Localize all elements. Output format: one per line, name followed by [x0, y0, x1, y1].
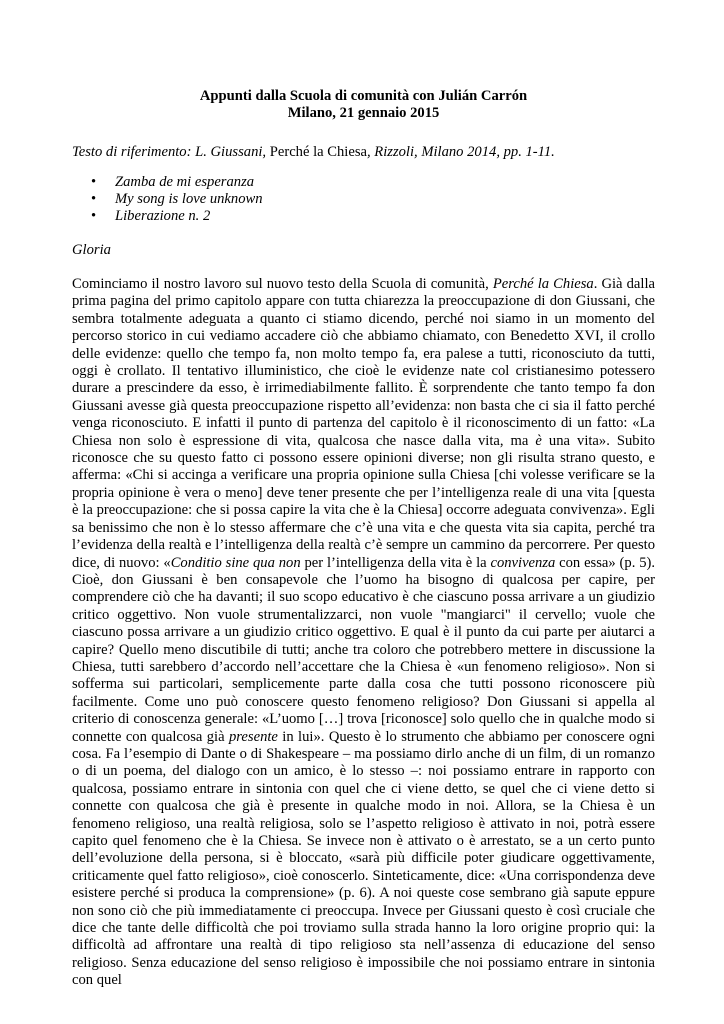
song-title: Liberazione n. 2	[115, 208, 211, 224]
paragraph-segment: in lui». Questo è lo strumento che abbiamo per conoscere ogni cosa. Fa l’esempio di Dante o di Shakespeare – ma possiamo dirlo anche di un film, di un romanzo o di un poema, del dialogo con un amico, è lo stesso –: noi possiamo entrare in rapporto con qualcosa, possiamo entrare in sintonia con quel che ci viene detto, se quel che ci viene detto si connette con qualcosa che già è presente in qualche modo in noi. Allora, se la Chiesa è un fenomeno religioso, una realtà religiosa, solo se l’aspetto religioso è attivato in noi, potrà essere capito quel fenomeno che è la Chiesa. Se invece non è attivato o è arrestato, se a un certo punto dell’evoluzione della persona, si è bloccato, «sarà più difficile poter giudicare oggettivamente, criticamente quel fatto religioso», cioè conoscerlo. Sinteticamente, dice: «Una corrispondenza deve esistere perché si produca la comprensione» (p. 6). A noi queste cose sembrano già sapute eppure non sono ciò che più immediatamente ci preoccupa. Invece per Giussani questo è così cruciale che dice che tante delle difficoltà che poi troviamo sulla strada hanno la loro origine proprio qui: la difficoltà ad affrontare una realtà di tipo religioso sta nell’assenza di educazione del senso religioso. Senza educazione del senso religioso è impossibile che noi possiamo entrare in sintonia con quel	[72, 728, 655, 989]
reference-prefix: Testo di riferimento: L. Giussani,	[72, 144, 267, 160]
paragraph-italic-segment: Perché la Chiesa	[492, 276, 594, 292]
list-item	[72, 174, 655, 191]
reference-text	[72, 144, 655, 161]
paragraph-segment: con essa» (p. 5). Cioè, don Giussani è ben consapevole che l’uomo ha bisogno di qualcosa per capire, per comprendere ciò che ha davanti; il suo scopo educativo è che ciascuno possa arrivare a un giudizio critico oggettivo. Non vuole strumentalizzarci, non vuole "mangiarci" il cervello; vuole che ciascuno possa arrivare a un giudizio critico oggettivo. E qual è il punto da cui parte per aiutarci a capire? Quello meno discutibile di tutti; anche tra coloro che potrebbero mettere in discussione la Chiesa, tutti sarebbero d’accordo nell’accettare che la Chiesa è «un fenomeno religioso». Non si sofferma sui particolari, semplicemente parte dalla cosa che tutti possono riconoscere più facilmente. Come uno può conoscere questo fenomeno religioso? Don Giussani si appella al criterio di conoscenza generale: «L’uomo […] trova [riconosce] solo quello che in qualche modo si connette con qualcosa già	[72, 554, 656, 745]
document-page	[72, 80, 655, 990]
paragraph-segment: Cominciamo il nostro lavoro sul nuovo testo della Scuola di comunità,	[72, 276, 493, 292]
reference-book-title: Perché la Chiesa	[269, 144, 367, 160]
bullet-icon: •	[91, 174, 97, 190]
title-line-2: Milano, 21 gennaio 2015	[287, 105, 440, 121]
paragraph-italic-segment: presente	[229, 728, 278, 745]
reference-suffix: , Rizzoli, Milano 2014, pp. 1-11.	[367, 144, 555, 160]
bullet-icon: •	[91, 191, 97, 207]
bullet-icon: •	[91, 208, 97, 224]
paragraph-segment: per l’intelligenza della vita è la	[300, 554, 491, 571]
paragraph-italic-segment: Conditio sine qua non	[170, 554, 301, 571]
gloria-label: Gloria	[72, 242, 111, 258]
list-item	[72, 191, 655, 208]
song-title: Zamba de mi esperanza	[115, 174, 255, 190]
body-paragraph	[72, 276, 655, 990]
songs-list	[72, 174, 655, 225]
title-line-1: Appunti dalla Scuola di comunità con Julián Carrón	[199, 88, 528, 104]
document-title	[72, 88, 655, 122]
song-title: My song is love unknown	[115, 191, 263, 207]
paragraph-italic-segment: convivenza	[490, 554, 556, 571]
paragraph-segment: una vita». Subito riconosce che su questo fatto ci possono essere opinioni diverse; non gli risulta strano questo, e afferma: «Chi si accinga a verificare una propria opinione sulla Chiesa [chi volesse verificare se la propria opinione è vera o meno] deve tener presente che per l’intelligenza reale di una vita [questa è la preoccupazione: che si possa capire la vita che è la Chiesa] occorre adeguata convivenza». Egli sa benissimo che non è lo stesso affermare che c’è una vita e che questa vita sia capita, perché tra l’evidenza della realtà e l’intelligenza della realtà c’è sempre un cammino da percorrere. Per questo dice, di nuovo: «	[72, 432, 655, 571]
paragraph-segment: . Già dalla prima pagina del primo capitolo appare con tutta chiarezza la preoccupazione di don Giussani, che sembra totalmente adeguata a quanto ci stiamo dicendo, perché noi siamo in un momento del percorso storico in cui vediamo accadere ciò che abbiamo chiamato, con Benedetto XVI, il crollo delle evidenze: quello che tempo fa, non molto tempo fa, era palese a tutti, riconosciuto da tutti, oggi è crollato. Il tentativo illuministico, che cioè le evidenze nate col cristianesimo potessero durare a prescindere da esso, è irrimediabilmente fallito. È sorprendente che tanto tempo fa don Giussani avesse già questa preoccupazione rispetto all’evidenza: non basta che ci sia il fatto perché venga riconosciuto. E infatti il punto di partenza del capitolo è il riconoscimento di un fatto: «La Chiesa non solo è espressione di vita, qualcosa che nasce dalla vita, ma	[72, 276, 655, 449]
list-item	[72, 208, 655, 225]
paragraph-italic-segment: è	[535, 432, 542, 449]
